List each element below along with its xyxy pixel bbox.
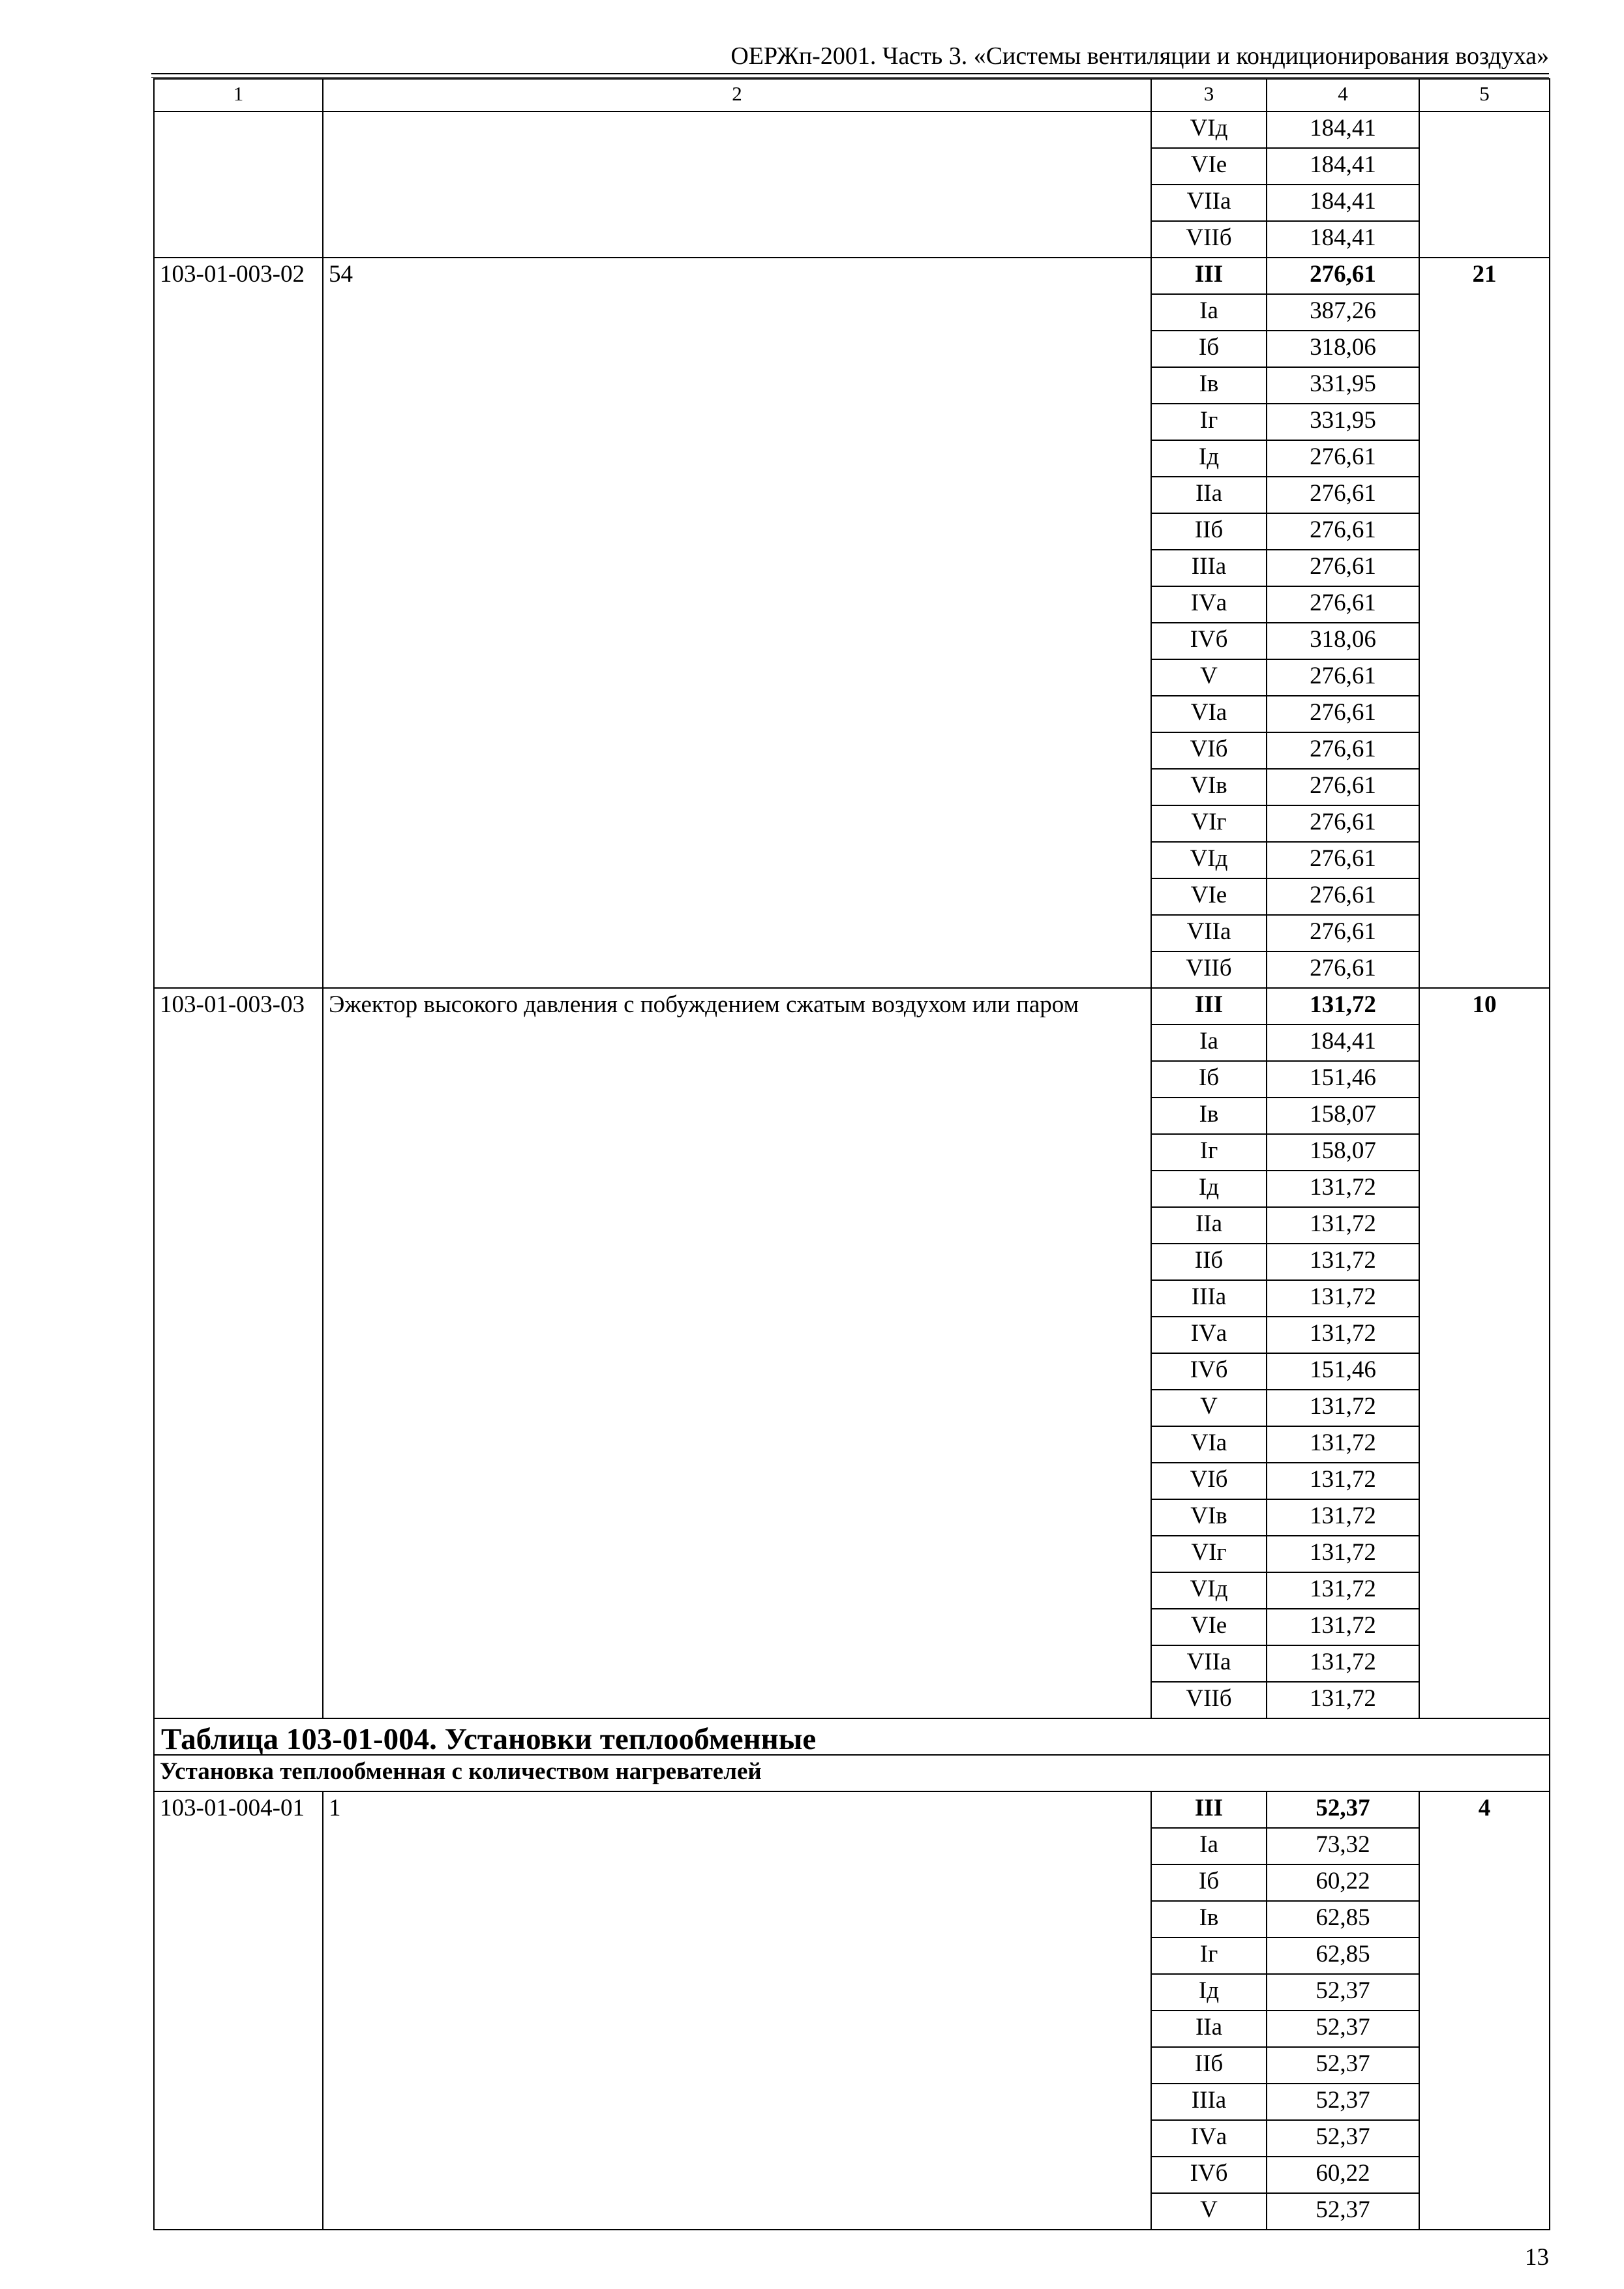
value-cell: 131,72: [1267, 1645, 1419, 1682]
rates-table: [153, 78, 1550, 2230]
column-number: 1: [154, 79, 323, 112]
page-number: 13: [1525, 2244, 1549, 2271]
value-cell: 276,61: [1267, 915, 1419, 951]
zone-cell: IIIа: [1151, 2084, 1267, 2120]
rates-table-body: [154, 79, 1550, 2230]
zone-cell: Iг: [1151, 1937, 1267, 1974]
value-cell: 52,37: [1267, 2047, 1419, 2084]
description-cell: Эжектор высокого давления с побуждением сжатым воздухом или паром: [323, 988, 1151, 1718]
zone-cell: Iг: [1151, 404, 1267, 440]
value-cell: 318,06: [1267, 623, 1419, 659]
value-cell: 60,22: [1267, 2157, 1419, 2193]
zone-cell: VIа: [1151, 1426, 1267, 1463]
value-cell: 131,72: [1267, 1572, 1419, 1609]
zone-cell: III: [1151, 258, 1267, 294]
value-cell: 52,37: [1267, 2011, 1419, 2047]
table-subtitle: Установка теплообменная с количеством нагревателей: [154, 1755, 1550, 1791]
zone-cell: Iа: [1151, 1025, 1267, 1061]
zone-cell: VIд: [1151, 842, 1267, 878]
value-cell: 276,61: [1267, 951, 1419, 988]
workers-cell: 10: [1419, 988, 1550, 1718]
code-cell: [154, 112, 323, 258]
value-cell: 276,61: [1267, 258, 1419, 294]
value-cell: 52,37: [1267, 2084, 1419, 2120]
value-cell: 184,41: [1267, 1025, 1419, 1061]
value-cell: 73,32: [1267, 1828, 1419, 1864]
zone-cell: Iв: [1151, 367, 1267, 404]
zone-cell: Iд: [1151, 440, 1267, 477]
zone-cell: IVб: [1151, 2157, 1267, 2193]
value-cell: 184,41: [1267, 148, 1419, 185]
value-cell: 151,46: [1267, 1061, 1419, 1098]
value-cell: 276,61: [1267, 659, 1419, 696]
zone-cell: Iв: [1151, 1098, 1267, 1134]
code-cell: 103-01-003-02: [154, 258, 323, 988]
value-cell: 276,61: [1267, 878, 1419, 915]
value-cell: 276,61: [1267, 550, 1419, 586]
value-cell: 131,72: [1267, 1244, 1419, 1280]
value-cell: 331,95: [1267, 404, 1419, 440]
value-cell: 276,61: [1267, 696, 1419, 732]
value-cell: 318,06: [1267, 331, 1419, 367]
value-cell: 62,85: [1267, 1901, 1419, 1937]
value-cell: 387,26: [1267, 294, 1419, 331]
table-title-row: [154, 1718, 1550, 1755]
value-cell: 60,22: [1267, 1864, 1419, 1901]
table-title-cell: [154, 1718, 1550, 1755]
value-cell: 52,37: [1267, 1791, 1419, 1828]
zone-cell: IIб: [1151, 513, 1267, 550]
zone-cell: Iд: [1151, 1974, 1267, 2011]
zone-cell: Iб: [1151, 1864, 1267, 1901]
zone-cell: V: [1151, 2193, 1267, 2230]
value-cell: 131,72: [1267, 1280, 1419, 1317]
zone-cell: III: [1151, 988, 1267, 1025]
zone-cell: VIд: [1151, 1572, 1267, 1609]
column-number: 5: [1419, 79, 1550, 112]
value-cell: 158,07: [1267, 1098, 1419, 1134]
workers-cell: 21: [1419, 258, 1550, 988]
zone-cell: III: [1151, 1791, 1267, 1828]
value-cell: 62,85: [1267, 1937, 1419, 1974]
value-cell: 131,72: [1267, 1463, 1419, 1499]
description-cell: 1: [323, 1791, 1151, 2230]
page-header: [151, 38, 1549, 77]
zone-cell: IVа: [1151, 586, 1267, 623]
zone-cell: VIIа: [1151, 915, 1267, 951]
zone-cell: IIIа: [1151, 1280, 1267, 1317]
zone-cell: VIIб: [1151, 951, 1267, 988]
value-cell: 131,72: [1267, 1390, 1419, 1426]
zone-cell: IVб: [1151, 623, 1267, 659]
zone-cell: V: [1151, 1390, 1267, 1426]
value-cell: 131,72: [1267, 1426, 1419, 1463]
value-cell: 184,41: [1267, 221, 1419, 258]
zone-cell: VIIб: [1151, 221, 1267, 258]
zone-cell: VIв: [1151, 1499, 1267, 1536]
zone-cell: VIб: [1151, 732, 1267, 769]
zone-cell: IIб: [1151, 2047, 1267, 2084]
zone-cell: VIб: [1151, 1463, 1267, 1499]
zone-cell: Iд: [1151, 1171, 1267, 1207]
table-title: Таблица 103-01-004. Установки теплообменные: [161, 1722, 817, 1755]
zone-cell: IVа: [1151, 2120, 1267, 2157]
value-cell: 131,72: [1267, 1171, 1419, 1207]
value-cell: 52,37: [1267, 1974, 1419, 2011]
value-cell: 151,46: [1267, 1353, 1419, 1390]
header-rule: [151, 73, 1549, 74]
value-cell: 131,72: [1267, 1317, 1419, 1353]
zone-cell: IIа: [1151, 2011, 1267, 2047]
column-number: 3: [1151, 79, 1267, 112]
value-cell: 331,95: [1267, 367, 1419, 404]
zone-cell: Iб: [1151, 331, 1267, 367]
zone-cell: VIIа: [1151, 1645, 1267, 1682]
zone-cell: VIг: [1151, 805, 1267, 842]
header-title: ОЕРЖп-2001. Часть 3. «Системы вентиляции и кондиционирования воздуха»: [730, 42, 1549, 70]
table-subtitle-row: [154, 1755, 1550, 1791]
value-cell: 276,61: [1267, 586, 1419, 623]
code-cell: 103-01-003-03: [154, 988, 323, 1718]
table-row: [154, 988, 1550, 1025]
value-cell: 276,61: [1267, 477, 1419, 513]
workers-cell: 4: [1419, 1791, 1550, 2230]
value-cell: 158,07: [1267, 1134, 1419, 1171]
value-cell: 131,72: [1267, 1609, 1419, 1645]
table-row: [154, 1791, 1550, 1828]
header-rule-thin: [151, 77, 1549, 78]
column-number: 2: [323, 79, 1151, 112]
zone-cell: VIе: [1151, 148, 1267, 185]
value-cell: 276,61: [1267, 842, 1419, 878]
zone-cell: Iв: [1151, 1901, 1267, 1937]
value-cell: 276,61: [1267, 732, 1419, 769]
value-cell: 184,41: [1267, 112, 1419, 148]
value-cell: 52,37: [1267, 2193, 1419, 2230]
value-cell: 131,72: [1267, 988, 1419, 1025]
zone-cell: VIIа: [1151, 185, 1267, 221]
zone-cell: IVа: [1151, 1317, 1267, 1353]
value-cell: 276,61: [1267, 440, 1419, 477]
zone-cell: VIв: [1151, 769, 1267, 805]
zone-cell: VIг: [1151, 1536, 1267, 1572]
value-cell: 131,72: [1267, 1207, 1419, 1244]
table-row: [154, 258, 1550, 294]
zone-cell: Iа: [1151, 294, 1267, 331]
table-row: [154, 112, 1550, 148]
zone-cell: IIб: [1151, 1244, 1267, 1280]
value-cell: 184,41: [1267, 185, 1419, 221]
workers-cell: [1419, 112, 1550, 258]
value-cell: 52,37: [1267, 2120, 1419, 2157]
zone-cell: VIе: [1151, 878, 1267, 915]
zone-cell: Iа: [1151, 1828, 1267, 1864]
column-number: 4: [1267, 79, 1419, 112]
value-cell: 276,61: [1267, 805, 1419, 842]
description-cell: 54: [323, 258, 1151, 988]
description-cell: [323, 112, 1151, 258]
value-cell: 131,72: [1267, 1499, 1419, 1536]
zone-cell: IIа: [1151, 1207, 1267, 1244]
zone-cell: Iб: [1151, 1061, 1267, 1098]
column-number-row: [154, 79, 1550, 112]
value-cell: 276,61: [1267, 513, 1419, 550]
zone-cell: IVб: [1151, 1353, 1267, 1390]
zone-cell: VIIб: [1151, 1682, 1267, 1718]
value-cell: 131,72: [1267, 1536, 1419, 1572]
zone-cell: IIа: [1151, 477, 1267, 513]
zone-cell: VIд: [1151, 112, 1267, 148]
zone-cell: VIе: [1151, 1609, 1267, 1645]
zone-cell: VIа: [1151, 696, 1267, 732]
value-cell: 276,61: [1267, 769, 1419, 805]
zone-cell: IIIа: [1151, 550, 1267, 586]
value-cell: 131,72: [1267, 1682, 1419, 1718]
zone-cell: Iг: [1151, 1134, 1267, 1171]
code-cell: 103-01-004-01: [154, 1791, 323, 2230]
zone-cell: V: [1151, 659, 1267, 696]
